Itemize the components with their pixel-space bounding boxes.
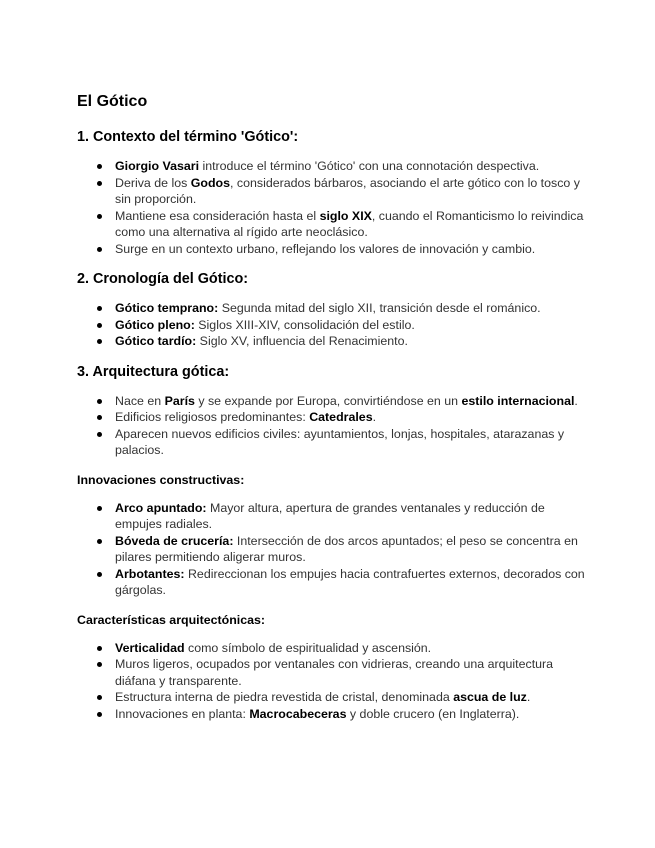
list-item: Nace en París y se expande por Europa, convirtiéndose en un estilo internacional. xyxy=(77,393,587,410)
section-heading-arquitectura: 3. Arquitectura gótica: xyxy=(77,363,230,380)
subheading-caracteristicas: Características arquitectónicas: xyxy=(77,612,266,627)
list-caracteristicas xyxy=(77,640,587,723)
bullet-icon xyxy=(97,214,102,219)
section-heading-cronologia: 2. Cronología del Gótico: xyxy=(77,271,249,287)
list-contexto xyxy=(77,158,587,257)
document-body xyxy=(77,92,587,735)
list-item: Mantiene esa consideración hasta el siglo XIX, cuando el Romanticismo lo reivindica como una alternativa al rígido arte neoclásico. xyxy=(77,208,587,241)
bullet-icon xyxy=(97,247,102,252)
bullet-icon xyxy=(97,181,102,186)
bullet-icon xyxy=(97,506,102,511)
list-item: Gótico pleno: Siglos XIII-XIV, consolidación del estilo. xyxy=(77,317,587,334)
bullet-icon xyxy=(97,399,102,404)
list-item: Deriva de los Godos, considerados bárbaros, asociando el arte gótico con lo tosco y sin proporción. xyxy=(77,175,587,208)
list-arquitectura xyxy=(77,393,587,459)
bullet-icon xyxy=(97,539,102,544)
list-item: Gótico temprano: Segunda mitad del siglo XII, transición desde el románico. xyxy=(77,300,587,317)
list-item: Arco apuntado: Mayor altura, apertura de grandes ventanales y reducción de empujes radiales. xyxy=(77,500,587,533)
bullet-icon xyxy=(97,164,102,169)
list-item: Innovaciones en planta: Macrocabeceras y doble crucero (en Inglaterra). xyxy=(77,706,587,723)
list-item: Estructura interna de piedra revestida de cristal, denominada ascua de luz. xyxy=(77,689,587,706)
bullet-icon xyxy=(97,415,102,420)
list-item: Muros ligeros, ocupados por ventanales con vidrieras, creando una arquitectura diáfana y transparente. xyxy=(77,656,587,689)
list-item: Aparecen nuevos edificios civiles: ayuntamientos, lonjas, hospitales, atarazanas y palacios. xyxy=(77,426,587,459)
list-item: Edificios religiosos predominantes: Catedrales. xyxy=(77,409,587,426)
section-heading-contexto: 1. Contexto del término 'Gótico': xyxy=(77,129,299,145)
document-title: El Gótico xyxy=(77,93,148,110)
list-item: Giorgio Vasari introduce el término 'Gótico' con una connotación despectiva. xyxy=(77,158,587,175)
list-item: Bóveda de crucería: Intersección de dos arcos apuntados; el peso se concentra en pilares permitiendo aligerar muros. xyxy=(77,533,587,566)
bullet-icon xyxy=(97,646,102,651)
list-item: Arbotantes: Redireccionan los empujes hacia contrafuertes externos, decorados con gárgolas. xyxy=(77,566,587,599)
list-item: Surge en un contexto urbano, reflejando los valores de innovación y cambio. xyxy=(77,241,587,258)
bullet-icon xyxy=(97,662,102,667)
bullet-icon xyxy=(97,339,102,344)
bullet-icon xyxy=(97,695,102,700)
bullet-icon xyxy=(97,323,102,328)
bullet-icon xyxy=(97,572,102,577)
list-innovaciones xyxy=(77,500,587,599)
subheading-innovaciones: Innovaciones constructivas: xyxy=(77,472,245,487)
bullet-icon xyxy=(97,306,102,311)
list-item: Verticalidad como símbolo de espiritualidad y ascensión. xyxy=(77,640,587,657)
list-cronologia xyxy=(77,300,587,350)
list-item: Gótico tardío: Siglo XV, influencia del Renacimiento. xyxy=(77,333,587,350)
bullet-icon xyxy=(97,432,102,437)
bullet-icon xyxy=(97,712,102,717)
